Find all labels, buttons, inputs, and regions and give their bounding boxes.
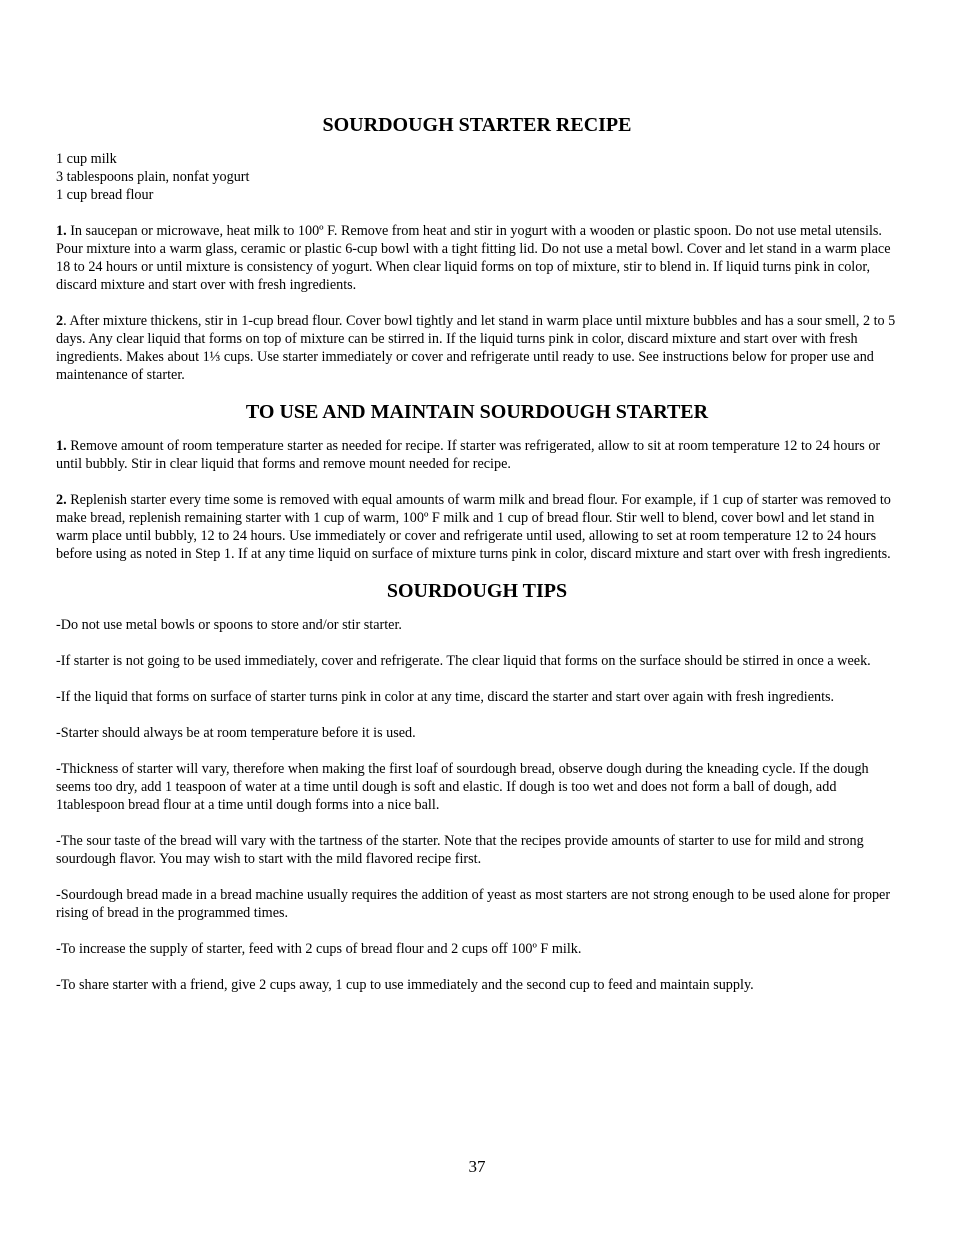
page-number: 37 <box>468 1157 486 1176</box>
maintain-step-2 <box>56 491 898 563</box>
maintain-step-1 <box>56 437 898 473</box>
section-title-maintain-starter: TO USE AND MAINTAIN SOURDOUGH STARTER <box>245 401 709 423</box>
tip-item: -Do not use metal bowls or spoons to store and/or stir starter. <box>56 617 402 633</box>
document-page <box>56 112 898 994</box>
tip-item: -To increase the supply of starter, feed with 2 cups of bread flour and 2 cups off 100º F milk. <box>56 941 582 957</box>
tip-item: -If starter is not going to be used immediately, cover and refrigerate. The clear liquid that forms on the surface should be stirred in once a week. <box>56 653 871 669</box>
step-text: . After mixture thickens, stir in 1-cup bread flour. Cover bowl tightly and let stand in warm place until mixture bubbles and has a sour smell, 2 to 5 days. Any clear liquid that forms on top of mixture can be stirred in. If the liquid turns pink in color, discard mixture and start over with fresh ingredients. Makes about 1⅓ cups. Use starter immediately or cover and refrigerate until ready to use. See instructions below for proper use and maintenance of starter. <box>56 313 896 383</box>
tip-item: -The sour taste of the bread will vary with the tartness of the starter. Note that the recipes provide amounts of starter to use for mild and strong sourdough flavor. You may wish to start with the mild flavored recipe first. <box>56 833 864 867</box>
tip-item: -Thickness of starter will vary, therefore when making the first loaf of sourdough bread, observe dough during the kneading cycle. If the dough seems too dry, add 1 teaspoon of water at a time until dough is soft and elastic. If dough is too wet and does not form a ball of dough, add 1tablespoon bread flour at a time until dough forms into a nice ball. <box>56 761 869 813</box>
tip-item: -If the liquid that forms on surface of starter turns pink in color at any time, discard the starter and start over again with fresh ingredients. <box>56 689 835 705</box>
section-title-starter-recipe: SOURDOUGH STARTER RECIPE <box>322 114 632 136</box>
step-number: 2. <box>56 492 67 508</box>
ingredient-flour: 1 cup bread flour <box>56 187 154 203</box>
step-number: 1. <box>56 223 67 239</box>
recipe-step-1 <box>56 222 898 294</box>
tip-item: -Sourdough bread made in a bread machine usually requires the addition of yeast as most starters are not strong enough to be used alone for proper rising of bread in the programmed times. <box>56 887 891 921</box>
step-number: 2 <box>56 313 64 329</box>
ingredient-milk: 1 cup milk <box>56 151 117 167</box>
section-title-sourdough-tips: SOURDOUGH TIPS <box>386 580 568 602</box>
step-number: 1. <box>56 438 67 454</box>
step-text: Remove amount of room temperature starter as needed for recipe. If starter was refrigerated, allow to sit at room temperature 12 to 24 hours or until bubbly. Stir in clear liquid that forms and remove mount needed for recipe. <box>56 438 881 472</box>
ingredient-yogurt: 3 tablespoons plain, nonfat yogurt <box>56 169 250 185</box>
tip-item: -Starter should always be at room temperature before it is used. <box>56 725 416 741</box>
recipe-step-2 <box>56 312 898 384</box>
step-text: Replenish starter every time some is removed with equal amounts of warm milk and bread flour. For example, if 1 cup of starter was removed to make bread, replenish remaining starter with 1 cup of warm, 100º F milk and 1 cup of bread flour. Stir well to blend, cover bowl and let stand in warm place until bubbly, 12 to 24 hours. Use immediately or cover and refrigerate until used, allowing to set at room temperature 12 to 24 hours before using as noted in Step 1. If at any time liquid on surface of mixture turns pink in color, discard mixture and start over with fresh ingredients. <box>56 492 891 562</box>
tip-item: -To share starter with a friend, give 2 cups away, 1 cup to use immediately and the second cup to feed and maintain supply. <box>56 977 754 993</box>
step-text: In saucepan or microwave, heat milk to 100º F. Remove from heat and stir in yogurt with a wooden or plastic spoon. Do not use metal utensils. Pour mixture into a warm glass, ceramic or plastic 6-cup bowl with a tight fitting lid. Do not use a metal bowl. Cover and let stand in a warm place 18 to 24 hours or until mixture is consistency of yogurt. When clear liquid forms on top of mixture, stir to blend in. If liquid turns pink in color, discard mixture and start over with fresh ingredients. <box>56 223 891 293</box>
